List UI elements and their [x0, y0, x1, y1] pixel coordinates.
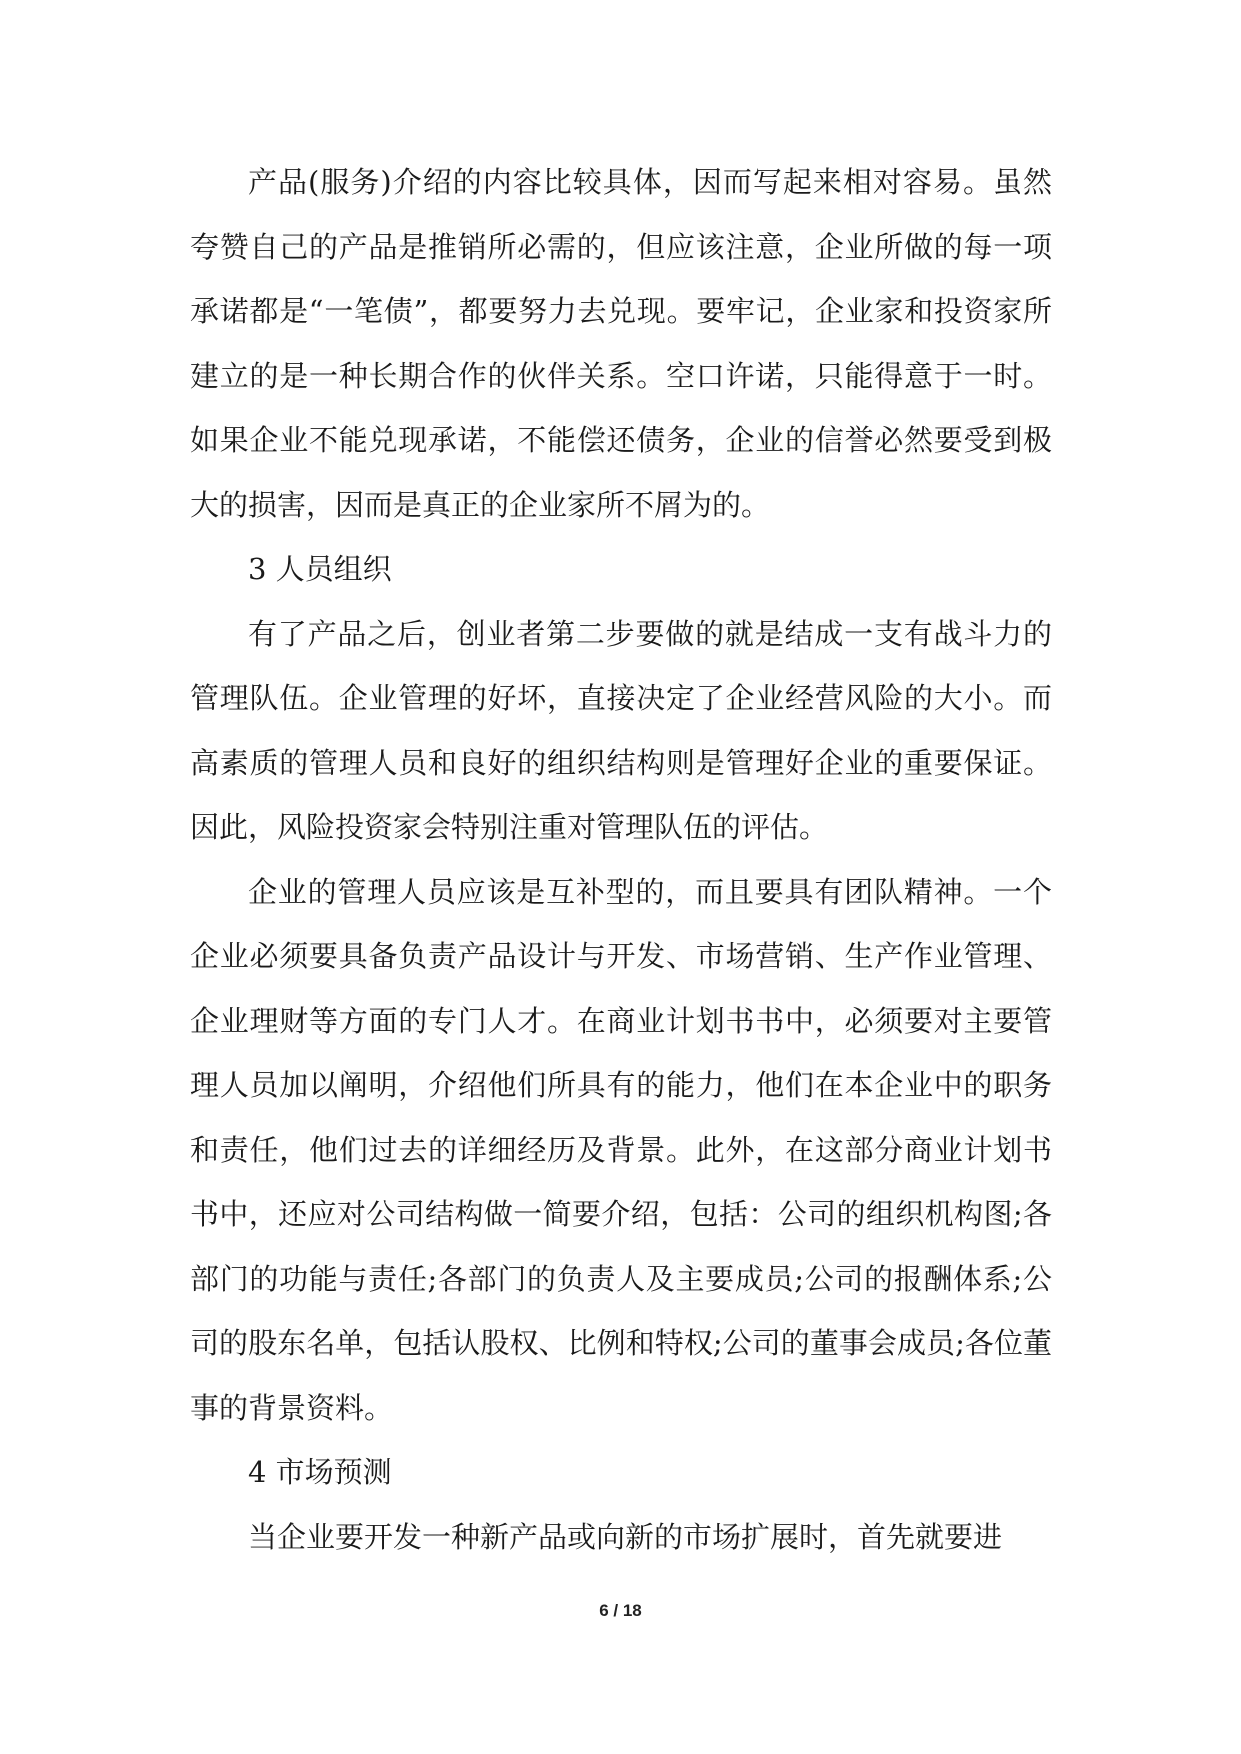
document-body	[190, 150, 1052, 1569]
page-number: 6 / 18	[599, 1601, 642, 1620]
paragraph-management-structure: 企业的管理人员应该是互补型的，而且要具有团队精神。一个企业必须要具备负责产品设计与开发、市场营销、生产作业管理、企业理财等方面的专门人才。在商业计划书书中，必须要对主要管理人员加以阐明，介绍他们所具有的能力，他们在本企业中的职务和责任，他们过去的详细经历及背景。此外，在这部分商业计划书书中，还应对公司结构做一简要介绍，包括：公司的组织机构图;各部门的功能与责任;各部门的负责人及主要成员;公司的报酬体系;公司的股东名单，包括认股权、比例和特权;公司的董事会成员;各位董事的背景资料。	[190, 874, 1052, 1425]
section-heading-personnel: 3 人员组织	[248, 552, 392, 586]
paragraph-market-intro: 当企业要开发一种新产品或向新的市场扩展时，首先就要进	[248, 1519, 1003, 1554]
paragraph-product-intro: 产品(服务)介绍的内容比较具体，因而写起来相对容易。虽然夸赞自己的产品是推销所必需的，但应该注意，企业所做的每一项承诺都是“一笔债”，都要努力去兑现。要牢记，企业家和投资家所建立的是一种长期合作的伙伴关系。空口许诺，只能得意于一时。如果企业不能兑现承诺，不能偿还债务，企业的信誉必然要受到极大的损害，因而是真正的企业家所不屑为的。	[190, 165, 1052, 522]
paragraph-management-team: 有了产品之后，创业者第二步要做的就是结成一支有战斗力的管理队伍。企业管理的好坏，直接决定了企业经营风险的大小。而高素质的管理人员和良好的组织结构则是管理好企业的重要保证。因此，风险投资家会特别注重对管理队伍的评估。	[190, 616, 1052, 844]
section-heading-market-forecast: 4 市场预测	[248, 1455, 392, 1489]
